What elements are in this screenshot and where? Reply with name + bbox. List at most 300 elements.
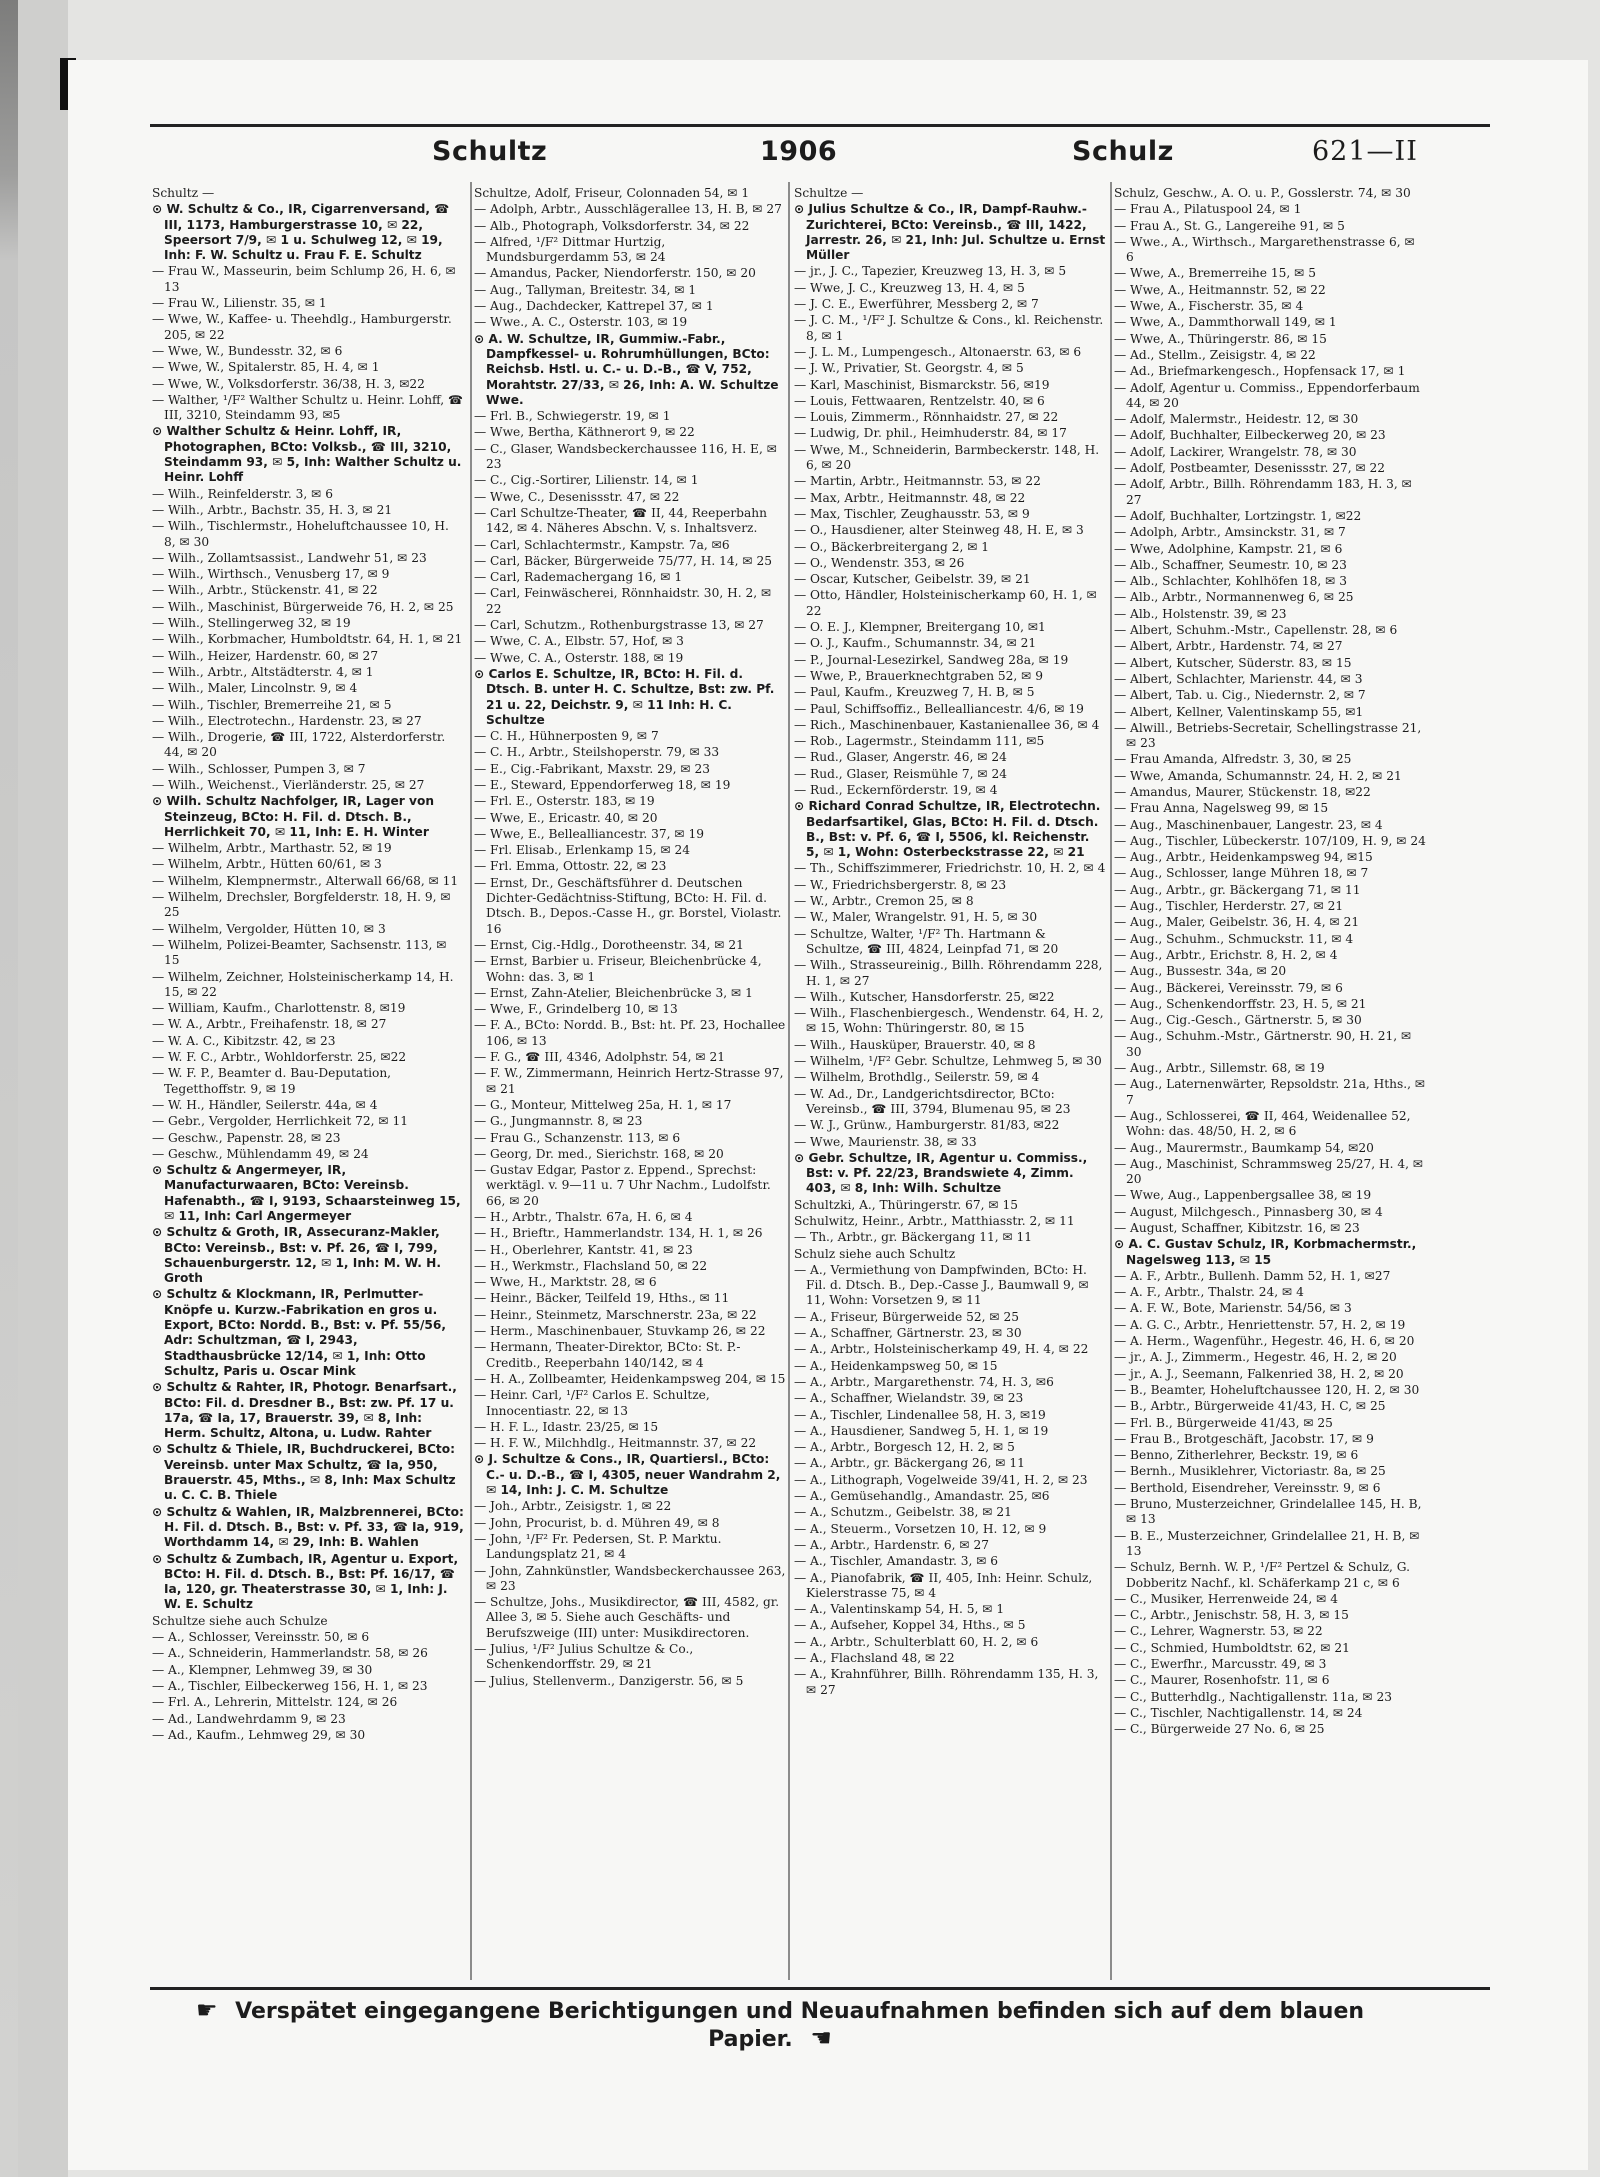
firm-entry: ⊙ Wilh. Schultz Nachfolger, IR, Lager von Steinzeug, BCto: H. Fil. d. Dtsch. B., Herrlichkeit 70, ✉ 11, Inh: E. H. Winter: [152, 794, 435, 839]
directory-entry: — Karl, Maschinist, Bismarckstr. 56, ✉19: [794, 377, 1050, 392]
directory-entry: — Adolf, Postbeamter, Desenissstr. 27, ✉ 22: [1114, 461, 1386, 476]
directory-entry: Schultzki, A., Thüringerstr. 67, ✉ 15: [794, 1197, 1019, 1212]
directory-entry: — Wilh., Reinfelderstr. 3, ✉ 6: [152, 486, 333, 501]
firm-entry: ⊙ Schultz & Wahlen, IR, Malzbrennerei, BCto: H. Fil. d. Dtsch. B., Bst: v. Pf. 33, ☎ Ia, 919, Worthdamm 14, ✉ 29, Inh: B. Wahlen: [152, 1504, 464, 1550]
firm-entry: ⊙ A. C. Gustav Schulz, IR, Korbmachermstr., Nagelsweg 113, ✉ 15: [1114, 1237, 1417, 1267]
directory-entry: — Gebr., Vergolder, Herrlichkeit 72, ✉ 11: [152, 1114, 409, 1129]
directory-entry: — W. Ad., Dr., Landgerichtsdirector, BCto: Vereinsb., ☎ III, 3794, Blumenau 95, ✉ 23: [794, 1086, 1071, 1116]
directory-entry: — Alfred, ¹/F² Dittmar Hurtzig, Mundsburgerdamm 53, ✉ 24: [474, 234, 666, 265]
directory-entry: — Wilh., Schlosser, Pumpen 3, ✉ 7: [152, 761, 366, 776]
directory-entry: — C., Lehrer, Wagnerstr. 53, ✉ 22: [1114, 1624, 1323, 1639]
footer-notice: [150, 1996, 1400, 2052]
directory-entry: — Wilhelm, ¹/F² Gebr. Schultze, Lehmweg 5, ✉ 30: [794, 1054, 1102, 1069]
column-heading: Schulz, Geschw., A. O. u. P., Gosslerstr. 74, ✉ 30: [1114, 186, 1411, 200]
directory-entry: — Gustav Edgar, Pastor z. Eppend., Sprechst: werktägl. v. 9—11 u. 7 Uhr Nachm., Ludolfstr. 66, ✉ 20: [474, 1163, 771, 1208]
directory-entry: — John, Procurist, b. d. Mühren 49, ✉ 8: [474, 1515, 720, 1530]
directory-entry: — Wwe, Maurienstr. 38, ✉ 33: [794, 1134, 977, 1149]
directory-entry: — Frl. Elisab., Erlenkamp 15, ✉ 24: [474, 843, 691, 858]
directory-entry: — Ad., Briefmarkengesch., Hopfensack 17, ✉ 1: [1114, 364, 1406, 379]
directory-entry: — A., Hausdiener, Sandweg 5, H. 1, ✉ 19: [794, 1423, 1049, 1438]
directory-entry: — A., Heidenkampsweg 50, ✉ 15: [794, 1358, 998, 1373]
directory-entry: — C., Arbtr., Jenischstr. 58, H. 3, ✉ 15: [1114, 1608, 1349, 1623]
directory-entry: — F. W., Zimmermann, Heinrich Hertz-Strasse 97, ✉ 21: [474, 1066, 784, 1096]
directory-entry: — A. F. W., Bote, Marienstr. 54/56, ✉ 3: [1114, 1301, 1352, 1316]
directory-entry: — Wilh., Maler, Lincolnstr. 9, ✉ 4: [152, 681, 358, 696]
directory-entry: — Th., Schiffszimmerer, Friedrichstr. 10, H. 2, ✉ 4: [794, 861, 1106, 876]
firm-entry: ⊙ Schultz & Rahter, IR, Photogr. Benarfsart., BCto: Fil. d. Dresdner B., Bst: zw. Pf. 17 u. 17a, ☎ Ia, 17, Brauerstr. 39, ✉ 8, Inh: Herm. Schultz, Altona, u. Ludw. Rahter: [152, 1380, 457, 1441]
directory-entry: — J. C. M., ¹/F² J. Schultze & Cons., kl. Reichenstr. 8, ✉ 1: [794, 313, 1104, 343]
directory-entry: — Carl, Schlachtermstr., Kampstr. 7a, ✉6: [474, 537, 730, 552]
directory-entry: — Walther, ¹/F² Walther Schultz u. Heinr. Lohff, ☎ III, 3210, Steindamm 93, ✉5: [152, 392, 464, 423]
directory-entry: — Herm., Maschinenbauer, Stuvkamp 26, ✉ 22: [474, 1324, 766, 1339]
directory-entry: — Louis, Zimmerm., Rönnhaidstr. 27, ✉ 22: [794, 410, 1059, 425]
directory-entry: — A., Schutzm., Geibelstr. 38, ✉ 21: [794, 1505, 1012, 1520]
directory-entry: — A., Vermiethung von Dampfwinden, BCto: H. Fil. d. Dtsch. B., Dep.-Casse J., Baumwall 9, ✉ 11, Wohn: Vorsetzen 9, ✉ 11: [794, 1262, 1089, 1308]
directory-entry: — Bernh., Musiklehrer, Victoriastr. 8a, ✉ 25: [1114, 1464, 1386, 1479]
directory-entry: — Wilhelm, Brothdlg., Seilerstr. 59, ✉ 4: [794, 1070, 1040, 1085]
directory-entry: Schultze siehe auch Schulze: [152, 1613, 328, 1628]
directory-entry: — Joh., Arbtr., Zeisigstr. 1, ✉ 22: [474, 1499, 672, 1514]
directory-entry: — C., Tischler, Nachtigallenstr. 14, ✉ 24: [1114, 1705, 1363, 1720]
directory-entry: — Frl. Emma, Ottostr. 22, ✉ 23: [474, 859, 667, 874]
directory-entry: — Wilh., Flaschenbiergesch., Wendenstr. 64, H. 2, ✉ 15, Wohn: Thüringerstr. 80, ✉ 15: [794, 1006, 1104, 1036]
directory-entry: — Aug., Arbtr., Heidenkampsweg 94, ✉15: [1114, 850, 1373, 865]
directory-entry: — Alb., Holstenstr. 39, ✉ 23: [1114, 606, 1287, 621]
directory-entry: — jr., J. C., Tapezier, Kreuzweg 13, H. 3, ✉ 5: [794, 264, 1067, 279]
directory-entry: — Adolph, Arbtr., Amsinckstr. 31, ✉ 7: [1114, 525, 1346, 540]
directory-entry: — William, Kaufm., Charlottenstr. 8, ✉19: [152, 1001, 406, 1016]
directory-entry: — Frl. A., Lehrerin, Mittelstr. 124, ✉ 26: [152, 1695, 398, 1710]
directory-entry: — Wwe., A. C., Osterstr. 103, ✉ 19: [474, 315, 688, 330]
directory-entry: — B., Arbtr., Bürgerweide 41/43, H. C, ✉ 25: [1114, 1399, 1386, 1414]
directory-entry: — H. F. L., Idastr. 23/25, ✉ 15: [474, 1419, 659, 1434]
directory-entry: — Julius, ¹/F² Julius Schultze & Co., Schenkendorffstr. 29, ✉ 21: [474, 1642, 694, 1672]
directory-entry: — Wilh., Arbtr., Stückenstr. 41, ✉ 22: [152, 583, 378, 598]
directory-entry: — O., Wendenstr. 353, ✉ 26: [794, 555, 965, 570]
directory-entry: — W. A., Arbtr., Freihafenstr. 18, ✉ 27: [152, 1017, 387, 1032]
directory-entry: — Wwe, A., Fischerstr. 35, ✉ 4: [1114, 299, 1304, 314]
directory-entry: — Wwe, Amanda, Schumannstr. 24, H. 2, ✉ 21: [1114, 768, 1402, 783]
directory-entry: — Wwe, E., Bellealliancestr. 37, ✉ 19: [474, 826, 705, 841]
directory-entry: — A., Schneiderin, Hammerlandstr. 58, ✉ 26: [152, 1646, 428, 1661]
directory-entry: — Wilh., Wirthsch., Venusberg 17, ✉ 9: [152, 567, 390, 582]
directory-entry: — Martin, Arbtr., Heitmannstr. 53, ✉ 22: [794, 474, 1041, 489]
firm-entry: ⊙ Schultz & Angermeyer, IR, Manufacturwaaren, BCto: Vereinsb. Hafenabth., ☎ I, 9193, Schaarsteinweg 15, ✉ 11, Inh: Carl Angermeyer: [152, 1163, 461, 1223]
directory-entry: — Ad., Stellm., Zeisigstr. 4, ✉ 22: [1114, 347, 1316, 362]
directory-entry: — Aug., Cig.-Gesch., Gärtnerstr. 5, ✉ 30: [1114, 1013, 1362, 1028]
firm-entry: ⊙ Schultz & Zumbach, IR, Agentur u. Export, BCto: H. Fil. d. Dtsch. B., Bst: Pf. 16/17, ☎ Ia, 120, gr. Theaterstrasse 30, ✉ 1, Inh: J. W. E. Schultz: [152, 1551, 459, 1612]
directory-entry: — Carl, Bäcker, Bürgerweide 75/77, H. 14, ✉ 25: [474, 553, 773, 568]
directory-entry: — Wwe, W., Spitalerstr. 85, H. 4, ✉ 1: [152, 360, 380, 375]
directory-entry: — Wwe, W., Bundesstr. 32, ✉ 6: [152, 343, 343, 358]
directory-entry: — Aug., Schlosser, lange Mühren 18, ✉ 7: [1114, 866, 1369, 881]
directory-entry: — Aug., Maler, Geibelstr. 36, H. 4, ✉ 21: [1114, 915, 1360, 930]
column-heading: Schultze, Adolf, Friseur, Colonnaden 54, ✉ 1: [474, 186, 750, 200]
directory-entry: — C. H., Hühnerposten 9, ✉ 7: [474, 729, 659, 744]
directory-entry: — P., Journal-Lesezirkel, Sandweg 28a, ✉ 19: [794, 652, 1069, 667]
directory-entry: — Aug., Schuhm., Schmuckstr. 11, ✉ 4: [1114, 931, 1354, 946]
directory-entry: — A. F., Arbtr., Thalstr. 24, ✉ 4: [1114, 1285, 1304, 1300]
directory-entry: — Schulz, Bernh. W. P., ¹/F² Pertzel & Schulz, G. Dobberitz Nachf., kl. Schäferkamp 21 c, ✉ 6: [1114, 1560, 1410, 1590]
directory-entry: — Wilh., Korbmacher, Humboldtstr. 64, H. 1, ✉ 21: [152, 632, 463, 647]
directory-entry: — Wilh., Strasseureinig., Billh. Röhrendamm 228, H. 1, ✉ 27: [794, 958, 1103, 988]
directory-entry: — Wwe, H., Marktstr. 28, ✉ 6: [474, 1275, 657, 1290]
directory-entry: — Bruno, Musterzeichner, Grindelallee 145, H. B, ✉ 13: [1114, 1497, 1422, 1527]
directory-entry: — Aug., Dachdecker, Kattrepel 37, ✉ 1: [474, 299, 714, 314]
directory-entry: — A., Arbtr., Margarethenstr. 74, H. 3, ✉6: [794, 1374, 1054, 1389]
directory-entry: — Wwe, Bertha, Käthnerort 9, ✉ 22: [474, 425, 695, 440]
directory-entry: — Aug., Laternenwärter, Repsoldstr. 21a, Hths., ✉ 7: [1114, 1077, 1426, 1107]
directory-entry: — August, Schaffner, Kibitzstr. 16, ✉ 23: [1114, 1221, 1360, 1235]
directory-entry: — Aug., Bäckerei, Vereinsstr. 79, ✉ 6: [1114, 980, 1343, 995]
directory-entry: — Frl. E., Osterstr. 183, ✉ 19: [474, 794, 655, 809]
directory-entry: — Carl, Rademachergang 16, ✉ 1: [474, 570, 683, 585]
directory-entry: — C., Maurer, Rosenhofstr. 11, ✉ 6: [1114, 1673, 1330, 1688]
directory-entry: — Louis, Fettwaaren, Rentzelstr. 40, ✉ 6: [794, 393, 1045, 408]
directory-entry: — J. W., Privatier, St. Georgstr. 4, ✉ 5: [794, 361, 1024, 376]
directory-entry: — Carl, Schutzm., Rothenburgstrasse 13, ✉ 27: [474, 618, 764, 633]
directory-entry: — Aug., Tischler, Herderstr. 27, ✉ 21: [1114, 899, 1344, 914]
page-number: 621—II: [1312, 136, 1418, 167]
column-heading: Schultz —: [152, 186, 215, 200]
directory-entry: — Aug., Tallyman, Breitestr. 34, ✉ 1: [474, 282, 697, 297]
directory-entry: — Carl Schultze-Theater, ☎ II, 44, Reeperbahn 142, ✉ 4. Näheres Abschn. V, s. Inhaltsverz.: [474, 505, 767, 536]
directory-column-3: [794, 186, 1106, 1976]
directory-entry: — Ernst, Dr., Geschäftsführer d. Deutschen Dichter-Gedächtniss-Stiftung, BCto: H. Fil. d. Dtsch. B., Depos.-Casse H., gr. Borstel, Violastr. 16: [474, 875, 782, 936]
directory-entry: — A., Gemüsehandlg., Amandastr. 25, ✉6: [794, 1489, 1050, 1504]
directory-entry: — Frl. B., Schwiegerstr. 19, ✉ 1: [474, 409, 671, 424]
directory-entry: — Adolf, Buchhalter, Eilbeckerweg 20, ✉ 23: [1114, 428, 1386, 443]
directory-entry: — Wilhelm, Arbtr., Marthastr. 52, ✉ 19: [152, 841, 392, 856]
directory-entry: — Hermann, Theater-Direktor, BCto: St. P.-Creditb., Reeperbahn 140/142, ✉ 4: [474, 1340, 741, 1370]
directory-entry: — Frau W., Masseurin, beim Schlump 26, H. 6, ✉ 13: [152, 264, 456, 294]
directory-entry: — A., Arbtr., Holsteinischerkamp 49, H. 4, ✉ 22: [794, 1342, 1089, 1357]
directory-entry: — A., Arbtr., Borgesch 12, H. 2, ✉ 5: [794, 1440, 1015, 1455]
directory-entry: — Albert, Schlachter, Marienstr. 44, ✉ 3: [1114, 671, 1363, 686]
firm-entry: ⊙ Carlos E. Schultze, IR, BCto: H. Fil. d. Dtsch. B. unter H. C. Schultze, Bst: zw. Pf. 21 u. 22, Deichstr. 9, ✉ 11 Inh: H. C. Schultze: [474, 666, 775, 727]
directory-entry: — Albert, Kellner, Valentinskamp 55, ✉1: [1114, 704, 1364, 719]
directory-column-2: [474, 186, 786, 1976]
directory-entry: — Adolf, Buchhalter, Lortzingstr. 1, ✉22: [1114, 508, 1362, 523]
directory-entry: — O. J., Kaufm., Schumannstr. 34, ✉ 21: [794, 636, 1037, 651]
directory-entry: — Aug., Maurermstr., Baumkamp 54, ✉20: [1114, 1140, 1374, 1155]
directory-entry: — Amandus, Packer, Niendorferstr. 150, ✉ 20: [474, 266, 756, 281]
firm-entry: ⊙ Schultz & Groth, IR, Assecuranz-Makler, BCto: Vereinsb., Bst: v. Pf. 26, ☎ I, 799, Schauenburgerstr. 12, ✉ 1, Inh: M. W. H. Groth: [152, 1225, 441, 1286]
directory-entry: — Georg, Dr. med., Sierichstr. 168, ✉ 20: [474, 1146, 724, 1161]
directory-entry: — Wwe, C. A., Elbstr. 57, Hof, ✉ 3: [474, 634, 684, 649]
directory-entry: — Wilh., Tischler, Bremerreihe 21, ✉ 5: [152, 697, 392, 712]
directory-entry: — O., Bäckerbreitergang 2, ✉ 1: [794, 539, 990, 554]
directory-entry: — Wilh., Hausküper, Brauerstr. 40, ✉ 8: [794, 1037, 1036, 1052]
directory-entry: — H. A., Zollbeamter, Heidenkampsweg 204, ✉ 15: [474, 1371, 786, 1386]
header-rule: [150, 124, 1490, 127]
directory-entry: — Frau Amanda, Alfredstr. 3, 30, ✉ 25: [1114, 752, 1352, 767]
directory-entry: — Adolf, Malermstr., Heidestr. 12, ✉ 30: [1114, 412, 1359, 427]
directory-entry: — Wwe, E., Ericastr. 40, ✉ 20: [474, 810, 658, 825]
directory-entry: — H., Werkmstr., Flachsland 50, ✉ 22: [474, 1258, 708, 1273]
directory-entry: — Adolph, Arbtr., Ausschlägerallee 13, H. B, ✉ 27: [474, 202, 782, 217]
directory-entry: — jr., A. J., Seemann, Falkenried 38, H. 2, ✉ 20: [1114, 1366, 1404, 1381]
directory-entry: — Wilhelm, Drechsler, Borgfelderstr. 18, H. 9, ✉ 25: [152, 890, 451, 920]
directory-entry: — Wilh., Heizer, Hardenstr. 60, ✉ 27: [152, 648, 379, 663]
directory-entry: — Wilhelm, Polizei-Beamter, Sachsenstr. 113, ✉ 15: [152, 937, 447, 968]
directory-entry: — Adolf, Arbtr., Billh. Röhrendamm 183, H. 3, ✉ 27: [1114, 477, 1412, 507]
directory-entry: — J. L. M., Lumpengesch., Altonaerstr. 63, ✉ 6: [794, 344, 1082, 359]
directory-entry: — A., Lithograph, Vogelweide 39/41, H. 2, ✉ 23: [794, 1472, 1088, 1487]
directory-entry: — Aug., Schlosserei, ☎ II, 464, Weidenallee 52, Wohn: das. 48/50, H. 2, ✉ 6: [1114, 1108, 1411, 1139]
directory-entry: — Aug., Schenkendorffstr. 23, H. 5, ✉ 21: [1114, 996, 1367, 1011]
directory-entry: — Wilh., Tischlermstr., Hoheluftchaussee 10, H. 8, ✉ 30: [152, 519, 449, 549]
column-divider: [1110, 182, 1112, 1980]
directory-entry: — Wilh., Electrotechn., Hardenstr. 23, ✉ 27: [152, 713, 422, 728]
footer-text: Verspätet eingegangene Berichtigungen und Neuaufnahmen befinden sich auf dem blauen Papier.: [235, 1999, 1365, 2052]
running-head-year: 1906: [760, 136, 838, 167]
directory-entry: — Aug., Schuhm.-Mstr., Gärtnerstr. 90, H. 21, ✉ 30: [1114, 1029, 1412, 1059]
directory-entry: — Aug., Maschinist, Schrammsweg 25/27, H. 4, ✉ 20: [1114, 1156, 1424, 1187]
directory-entry: — Alb., Schlachter, Kohlhöfen 18, ✉ 3: [1114, 574, 1347, 589]
directory-entry: — C., Butterhdlg., Nachtigallenstr. 11a, ✉ 23: [1114, 1689, 1393, 1704]
directory-entry: — A., Arbtr., Hardenstr. 6, ✉ 27: [794, 1537, 989, 1552]
directory-entry: — Oscar, Kutscher, Geibelstr. 39, ✉ 21: [794, 572, 1031, 587]
directory-entry: — B. E., Musterzeichner, Grindelallee 21, H. B, ✉ 13: [1114, 1528, 1420, 1558]
directory-entry: — Ludwig, Dr. phil., Heimhuderstr. 84, ✉ 17: [794, 426, 1067, 441]
directory-entry: — A., Schlosser, Vereinsstr. 50, ✉ 6: [152, 1630, 370, 1645]
directory-entry: Schulwitz, Heinr., Arbtr., Matthiasstr. 2, ✉ 11: [794, 1214, 1075, 1228]
firm-entry: ⊙ Richard Conrad Schultze, IR, Electrotechn. Bedarfsartikel, Glas, BCto: H. Fil. d. Dtsch. B., Bst: v. Pf. 6, ☎ I, 5506, kl. Reichenstr. 5, ✉ 1, Wohn: Osterbeckstrasse 22, ✉ 21: [794, 799, 1101, 860]
directory-entry: — Alb., Photograph, Volksdorferstr. 34, ✉ 22: [474, 218, 750, 233]
directory-column-4: [1114, 186, 1426, 1976]
directory-entry: — W., Arbtr., Cremon 25, ✉ 8: [794, 894, 974, 909]
directory-entry: — Max, Arbtr., Heitmannstr. 48, ✉ 22: [794, 490, 1026, 505]
pointing-hand-left-icon: ☚: [810, 2024, 832, 2052]
directory-entry: — Frau B., Brotgeschäft, Jacobstr. 17, ✉ 9: [1114, 1431, 1374, 1446]
directory-entry: — Wilhelm, Zeichner, Holsteinischerkamp 14, H. 15, ✉ 22: [152, 969, 454, 999]
directory-entry: — Frau Anna, Nagelsweg 99, ✉ 15: [1114, 801, 1329, 816]
directory-entry: — C., Cig.-Sortirer, Lilienstr. 14, ✉ 1: [474, 473, 699, 488]
directory-entry: — Aug., Maschinenbauer, Langestr. 23, ✉ 4: [1114, 817, 1383, 832]
directory-entry: — Wilh., Maschinist, Bürgerweide 76, H. 2, ✉ 25: [152, 599, 454, 614]
directory-entry: — A., Arbtr., gr. Bäckergang 26, ✉ 11: [794, 1456, 1025, 1471]
directory-entry: — Albert, Schuhm.-Mstr., Capellenstr. 28, ✉ 6: [1114, 623, 1398, 638]
directory-entry: — A., Krahnführer, Billh. Röhrendamm 135, H. 3, ✉ 27: [794, 1667, 1099, 1697]
directory-entry: — H., Oberlehrer, Kantstr. 41, ✉ 23: [474, 1242, 693, 1257]
directory-entry: — E., Cig.-Fabrikant, Maxstr. 29, ✉ 23: [474, 761, 711, 776]
directory-entry: — Adolf, Lackirer, Wrangelstr. 78, ✉ 30: [1114, 444, 1357, 459]
directory-entry: — Geschw., Papenstr. 28, ✉ 23: [152, 1130, 341, 1145]
directory-entry: — O. E. J., Klempner, Breitergang 10, ✉1: [794, 620, 1046, 635]
firm-entry: ⊙ Julius Schultze & Co., IR, Dampf-Rauhw.-Zurichterei, BCto: Vereinsb., ☎ III, 1422, Jarrestr. 26, ✉ 21, Inh: Jul. Schultze u. Ernst Müller: [794, 202, 1106, 263]
directory-entry: — Frl. B., Bürgerweide 41/43, ✉ 25: [1114, 1415, 1333, 1430]
directory-entry: — Wilh., Arbtr., Altstädterstr. 4, ✉ 1: [152, 664, 374, 679]
directory-entry: — Heinr. Carl, ¹/F² Carlos E. Schultze, Innocentiastr. 22, ✉ 13: [474, 1388, 710, 1418]
directory-entry: — Wilh., Weichenst., Vierländerstr. 25, ✉ 27: [152, 777, 425, 792]
directory-entry: — Wilh., Drogerie, ☎ III, 1722, Alsterdorferstr. 44, ✉ 20: [152, 730, 446, 760]
directory-entry: — A., Pianofabrik, ☎ II, 405, Inh: Heinr. Schulz, Kielerstrasse 75, ✉ 4: [794, 1570, 1093, 1600]
column-divider: [788, 182, 790, 1980]
directory-entry: — C., Ewerfhr., Marcusstr. 49, ✉ 3: [1114, 1657, 1327, 1672]
directory-entry: — A., Flachsland 48, ✉ 22: [794, 1651, 955, 1666]
directory-entry: — A., Tischler, Lindenallee 58, H. 3, ✉19: [794, 1407, 1046, 1422]
directory-entry: — Benno, Zitherlehrer, Beckstr. 19, ✉ 6: [1114, 1448, 1359, 1463]
directory-entry: — Wilh., Kutscher, Hansdorferstr. 25, ✉22: [794, 989, 1055, 1004]
directory-entry: — Amandus, Maurer, Stückenstr. 18, ✉22: [1114, 784, 1371, 799]
firm-entry: ⊙ W. Schultz & Co., IR, Cigarrenversand, ☎ III, 1173, Hamburgerstrasse 10, ✉ 22, Speersort 7/9, ✉ 1 u. Schulweg 12, ✉ 19, Inh: F. W. Schultz u. Frau F. E. Schultz: [152, 202, 450, 263]
directory-entry: — Aug., Arbtr., gr. Bäckergang 71, ✉ 11: [1114, 882, 1361, 897]
directory-entry: — Julius, Stellenverm., Danzigerstr. 56, ✉ 5: [474, 1673, 744, 1688]
directory-entry: — H. F. W., Milchhdlg., Heitmannstr. 37, ✉ 22: [474, 1436, 757, 1451]
directory-entry: — F. G., ☎ III, 4346, Adolphstr. 54, ✉ 21: [474, 1050, 726, 1065]
directory-entry: — G., Monteur, Mittelweg 25a, H. 1, ✉ 17: [474, 1097, 732, 1112]
directory-entry: — A., Tischler, Amandastr. 3, ✉ 6: [794, 1554, 999, 1569]
directory-entry: — A., Schaffner, Wielandstr. 39, ✉ 23: [794, 1391, 1024, 1406]
directory-entry: — A. Herm., Wagenführ., Hegestr. 46, H. 6, ✉ 20: [1114, 1334, 1415, 1349]
firm-entry: ⊙ A. W. Schultze, IR, Gummiw.-Fabr., Dampfkessel- u. Rohrumhüllungen, BCto: Reichsb. Hstl. u. C.- u. D.-B., ☎ V, 752, Morahtstr. 27/33, ✉ 26, Inh: A. W. Schultze Wwe.: [474, 331, 779, 407]
directory-entry: — Wwe, J. C., Kreuzweg 13, H. 4, ✉ 5: [794, 280, 1025, 295]
firm-entry: ⊙ J. Schultze & Cons., IR, Quartiersl., BCto: C.- u. D.-B., ☎ I, 4305, neuer Wandrahm 2, ✉ 14, Inh: J. C. M. Schultze: [474, 1452, 781, 1498]
directory-entry: — Frau A., St. G., Langereihe 91, ✉ 5: [1114, 218, 1345, 233]
directory-entry: — Wwe, W., Volksdorferstr. 36/38, H. 3, ✉22: [152, 376, 425, 391]
directory-entry: — Max, Tischler, Zeughausstr. 53, ✉ 9: [794, 506, 1030, 521]
directory-entry: — Wilhelm, Vergolder, Hütten 10, ✉ 3: [152, 921, 386, 936]
directory-entry: — G., Jungmannstr. 8, ✉ 23: [474, 1114, 643, 1129]
directory-entry: — H., Brieftr., Hammerlandstr. 134, H. 1, ✉ 26: [474, 1226, 763, 1241]
directory-entry: — Geschw., Mühlendamm 49, ✉ 24: [152, 1146, 369, 1161]
directory-entry: — Adolf, Agentur u. Commiss., Eppendorferbaum 44, ✉ 20: [1114, 380, 1420, 410]
directory-entry: — O., Hausdiener, alter Steinweg 48, H. E, ✉ 3: [794, 523, 1084, 538]
directory-entry: — W. A. C., Kibitzstr. 42, ✉ 23: [152, 1033, 336, 1048]
directory-entry: — August, Milchgesch., Pinnasberg 30, ✉ 4: [1114, 1204, 1383, 1219]
column-heading: Schultze —: [794, 186, 864, 200]
firm-entry: ⊙ Gebr. Schultze, IR, Agentur u. Commiss., Bst: v. Pf. 22/23, Brandswiete 4, Zimm. 403, ✉ 8, Inh: Wilh. Schultze: [794, 1150, 1088, 1196]
directory-entry: — W. J., Grünw., Hamburgerstr. 81/83, ✉22: [794, 1118, 1060, 1133]
directory-entry: — Alwill., Betriebs-Secretair, Schellingstrasse 21, ✉ 23: [1114, 720, 1422, 751]
firm-entry: ⊙ Schultz & Klockmann, IR, Perlmutter-Knöpfe u. Kurzw.-Fabrikation en gros u. Export, BCto: Nordd. B., Bst: v. Pf. 55/56, Adr: Schultzman, ☎ I, 2943, Stadthausbrücke 12/14, ✉ 1, Inh: Otto Schultz, Paris u. Oscar Mink: [152, 1287, 446, 1378]
directory-entry: — A., Arbtr., Schulterblatt 60, H. 2, ✉ 6: [794, 1634, 1039, 1649]
directory-entry: — Heinr., Bäcker, Teilfeld 19, Hths., ✉ 11: [474, 1291, 730, 1306]
directory-entry: — Frau W., Lilienstr. 35, ✉ 1: [152, 296, 327, 311]
directory-entry: — Aug., Arbtr., Sillemstr. 68, ✉ 19: [1114, 1061, 1325, 1076]
column-divider: [470, 182, 472, 1980]
directory-entry: — Wwe, W., Kaffee- u. Theehdlg., Hamburgerstr. 205, ✉ 22: [152, 312, 452, 342]
directory-entry: — E., Steward, Eppendorferweg 18, ✉ 19: [474, 777, 731, 792]
directory-entry: — Wwe, A., Dammthorwall 149, ✉ 1: [1114, 315, 1337, 330]
directory-entry: — Wwe, Adolphine, Kampstr. 21, ✉ 6: [1114, 541, 1343, 556]
directory-entry: — Wilhelm, Klempnermstr., Alterwall 66/68, ✉ 11: [152, 873, 459, 888]
directory-entry: — Ad., Kaufm., Lehmweg 29, ✉ 30: [152, 1727, 366, 1742]
running-head-right: Schulz: [1072, 136, 1174, 167]
pointing-hand-right-icon: ☛: [195, 1996, 218, 2024]
directory-entry: — Ernst, Barbier u. Friseur, Bleichenbrücke 4, Wohn: das. 3, ✉ 1: [474, 954, 762, 984]
directory-entry: — Schultze, Johs., Musikdirector, ☎ III, 4582, gr. Allee 3, ✉ 5. Siehe auch Geschäfts- und Berufszweige (III) unter: Musikdirectoren.: [474, 1595, 780, 1640]
directory-entry: — Wilh., Arbtr., Bachstr. 35, H. 3, ✉ 21: [152, 502, 393, 517]
directory-entry: — Alb., Schaffner, Seumestr. 10, ✉ 23: [1114, 557, 1347, 572]
directory-entry: — A., Schaffner, Gärtnerstr. 23, ✉ 30: [794, 1326, 1022, 1341]
directory-entry: — A. F., Arbtr., Bullenh. Damm 52, H. 1, ✉27: [1114, 1268, 1391, 1283]
binding-strip: [0, 0, 68, 2177]
directory-entry: — W. H., Händler, Seilerstr. 44a, ✉ 4: [152, 1097, 378, 1112]
directory-entry: — John, Zahnkünstler, Wandsbeckerchaussee 263, ✉ 23: [474, 1563, 786, 1593]
directory-entry: — Wwe, Aug., Lappenbergsallee 38, ✉ 19: [1114, 1188, 1372, 1203]
directory-entry: — Alb., Arbtr., Normannenweg 6, ✉ 25: [1114, 590, 1354, 605]
directory-entry: — jr., A. J., Zimmerm., Hegestr. 46, H. 2, ✉ 20: [1114, 1350, 1397, 1365]
directory-entry: — Albert, Kutscher, Süderstr. 83, ✉ 15: [1114, 655, 1352, 670]
directory-entry: — Rud., Eckernförderstr. 19, ✉ 4: [794, 782, 998, 797]
directory-entry: — Rud., Glaser, Reismühle 7, ✉ 24: [794, 766, 1007, 781]
directory-entry: — Aug., Bussestr. 34a, ✉ 20: [1114, 964, 1287, 979]
firm-entry: ⊙ Schultz & Thiele, IR, Buchdruckerei, BCto: Vereinsb. unter Max Schultz, ☎ Ia, 950, Brauerstr. 45, Mths., ✉ 8, Inh: Max Schultz u. C. C. B. Thiele: [152, 1442, 456, 1503]
directory-entry: — Wilh., Zollamtsassist., Landwehr 51, ✉ 23: [152, 550, 427, 565]
directory-entry: — Frau A., Pilatuspool 24, ✉ 1: [1114, 202, 1302, 217]
directory-entry: — A., Steuerm., Vorsetzen 10, H. 12, ✉ 9: [794, 1521, 1047, 1536]
directory-entry: — A. G. C., Arbtr., Henriettenstr. 57, H. 2, ✉ 19: [1114, 1317, 1406, 1332]
directory-entry: — Albert, Tab. u. Cig., Niedernstr. 2, ✉ 7: [1114, 688, 1366, 703]
directory-entry: — Heinr., Steinmetz, Marschnerstr. 23a, ✉ 22: [474, 1307, 757, 1322]
directory-entry: — Carl, Feinwäscherei, Rönnhaidstr. 30, H. 2, ✉ 22: [474, 586, 772, 616]
footer-rule: [150, 1987, 1490, 1990]
directory-column-1: [152, 186, 464, 1976]
directory-entry: — Otto, Händler, Holsteinischerkamp 60, H. 1, ✉ 22: [794, 588, 1097, 618]
directory-entry: — Paul, Schiffsoffiz., Bellealliancestr. 4/6, ✉ 19: [794, 701, 1084, 716]
directory-entry: — Aug., Arbtr., Erichstr. 8, H. 2, ✉ 4: [1114, 947, 1338, 962]
directory-entry: — Wilhelm, Arbtr., Hütten 60/61, ✉ 3: [152, 857, 382, 872]
directory-entry: — John, ¹/F² Fr. Pedersen, St. P. Marktu. Landungsplatz 21, ✉ 4: [474, 1531, 722, 1562]
directory-entry: — Berthold, Eisendreher, Vereinsstr. 9, ✉ 6: [1114, 1480, 1381, 1495]
directory-entry: — Rob., Lagermstr., Steindamm 111, ✉5: [794, 734, 1045, 749]
directory-entry: — W., Maler, Wrangelstr. 91, H. 5, ✉ 30: [794, 910, 1038, 925]
directory-entry: — A., Aufseher, Koppel 34, Hths., ✉ 5: [794, 1618, 1026, 1633]
directory-entry: — Wwe, P., Brauerknechtgraben 52, ✉ 9: [794, 668, 1044, 683]
directory-entry: — F. A., BCto: Nordd. B., Bst: ht. Pf. 23, Hochallee 106, ✉ 13: [474, 1018, 786, 1048]
directory-entry: — C., Bürgerweide 27 No. 6, ✉ 25: [1114, 1722, 1325, 1737]
directory-entry: — W., Friedrichsbergerstr. 8, ✉ 23: [794, 877, 1007, 892]
directory-entry: — Ernst, Zahn-Atelier, Bleichenbrücke 3, ✉ 1: [474, 985, 753, 1000]
directory-entry: — W. F. P., Beamter d. Bau-Deputation, Tegetthoffstr. 9, ✉ 19: [152, 1066, 392, 1096]
running-head-left: Schultz: [432, 136, 548, 167]
directory-entry: — J. C. E., Ewerführer, Messberg 2, ✉ 7: [794, 297, 1039, 312]
directory-entry: — Aug., Tischler, Lübeckerstr. 107/109, H. 9, ✉ 24: [1114, 833, 1426, 848]
directory-entry: — Albert, Arbtr., Hardenstr. 74, ✉ 27: [1114, 639, 1343, 654]
directory-entry: — Wwe, A., Thüringerstr. 86, ✉ 15: [1114, 331, 1327, 346]
directory-entry: — Ad., Landwehrdamm 9, ✉ 23: [152, 1711, 346, 1726]
directory-entry: — W. F. C., Arbtr., Wohldorferstr. 25, ✉22: [152, 1050, 407, 1065]
directory-entry: — Wwe, M., Schneiderin, Barmbeckerstr. 148, H. 6, ✉ 20: [794, 442, 1100, 473]
directory-entry: — Frau G., Schanzenstr. 113, ✉ 6: [474, 1130, 681, 1145]
directory-entry: — Wwe, A., Bremerreihe 15, ✉ 5: [1114, 266, 1316, 281]
directory-entry: — Wwe, F., Grindelberg 10, ✉ 13: [474, 1002, 678, 1017]
binding-edge: [0, 0, 18, 2177]
directory-entry: — Wwe, C. A., Osterstr. 188, ✉ 19: [474, 650, 684, 665]
directory-entry: — Schultze, Walter, ¹/F² Th. Hartmann & Schultze, ☎ III, 4824, Leinpfad 71, ✉ 20: [794, 926, 1059, 956]
directory-entry: — Wilh., Stellingerweg 32, ✉ 19: [152, 616, 351, 631]
directory-entry: — C. H., Arbtr., Steilshoperstr. 79, ✉ 33: [474, 745, 720, 760]
directory-entry: — Rich., Maschinenbauer, Kastanienallee 36, ✉ 4: [794, 717, 1100, 732]
directory-entry: — H., Arbtr., Thalstr. 67a, H. 6, ✉ 4: [474, 1210, 693, 1224]
directory-entry: — Th., Arbtr., gr. Bäckergang 11, ✉ 11: [794, 1230, 1033, 1245]
directory-entry: — Wwe, C., Desenissstr. 47, ✉ 22: [474, 489, 680, 504]
directory-entry: Schulz siehe auch Schultz: [794, 1246, 956, 1261]
directory-entry: — A., Tischler, Eilbeckerweg 156, H. 1, ✉ 23: [152, 1678, 428, 1693]
directory-entry: — A., Friseur, Bürgerweide 52, ✉ 25: [794, 1309, 1019, 1324]
directory-entry: — A., Valentinskamp 54, H. 5, ✉ 1: [794, 1602, 1005, 1617]
directory-entry: — Wwe., A., Wirthsch., Margarethenstrasse 6, ✉ 6: [1114, 234, 1415, 265]
directory-entry: — C., Musiker, Herrenweide 24, ✉ 4: [1114, 1591, 1338, 1606]
directory-entry: — C., Schmied, Humboldtstr. 62, ✉ 21: [1114, 1640, 1350, 1655]
directory-entry: — Paul, Kaufm., Kreuzweg 7, H. B, ✉ 5: [794, 685, 1035, 700]
directory-entry: — Ernst, Cig.-Hdlg., Dorotheenstr. 34, ✉ 21: [474, 937, 744, 952]
firm-entry: ⊙ Walther Schultz & Heinr. Lohff, IR, Photographen, BCto: Volksb., ☎ III, 3210, Steindamm 93, ✉ 5, Inh: Walther Schultz u. Heinr. Lohff: [152, 424, 462, 485]
directory-entry: — A., Klempner, Lehmweg 39, ✉ 30: [152, 1662, 373, 1677]
directory-entry: — Wwe, A., Heitmannstr. 52, ✉ 22: [1114, 282, 1326, 297]
